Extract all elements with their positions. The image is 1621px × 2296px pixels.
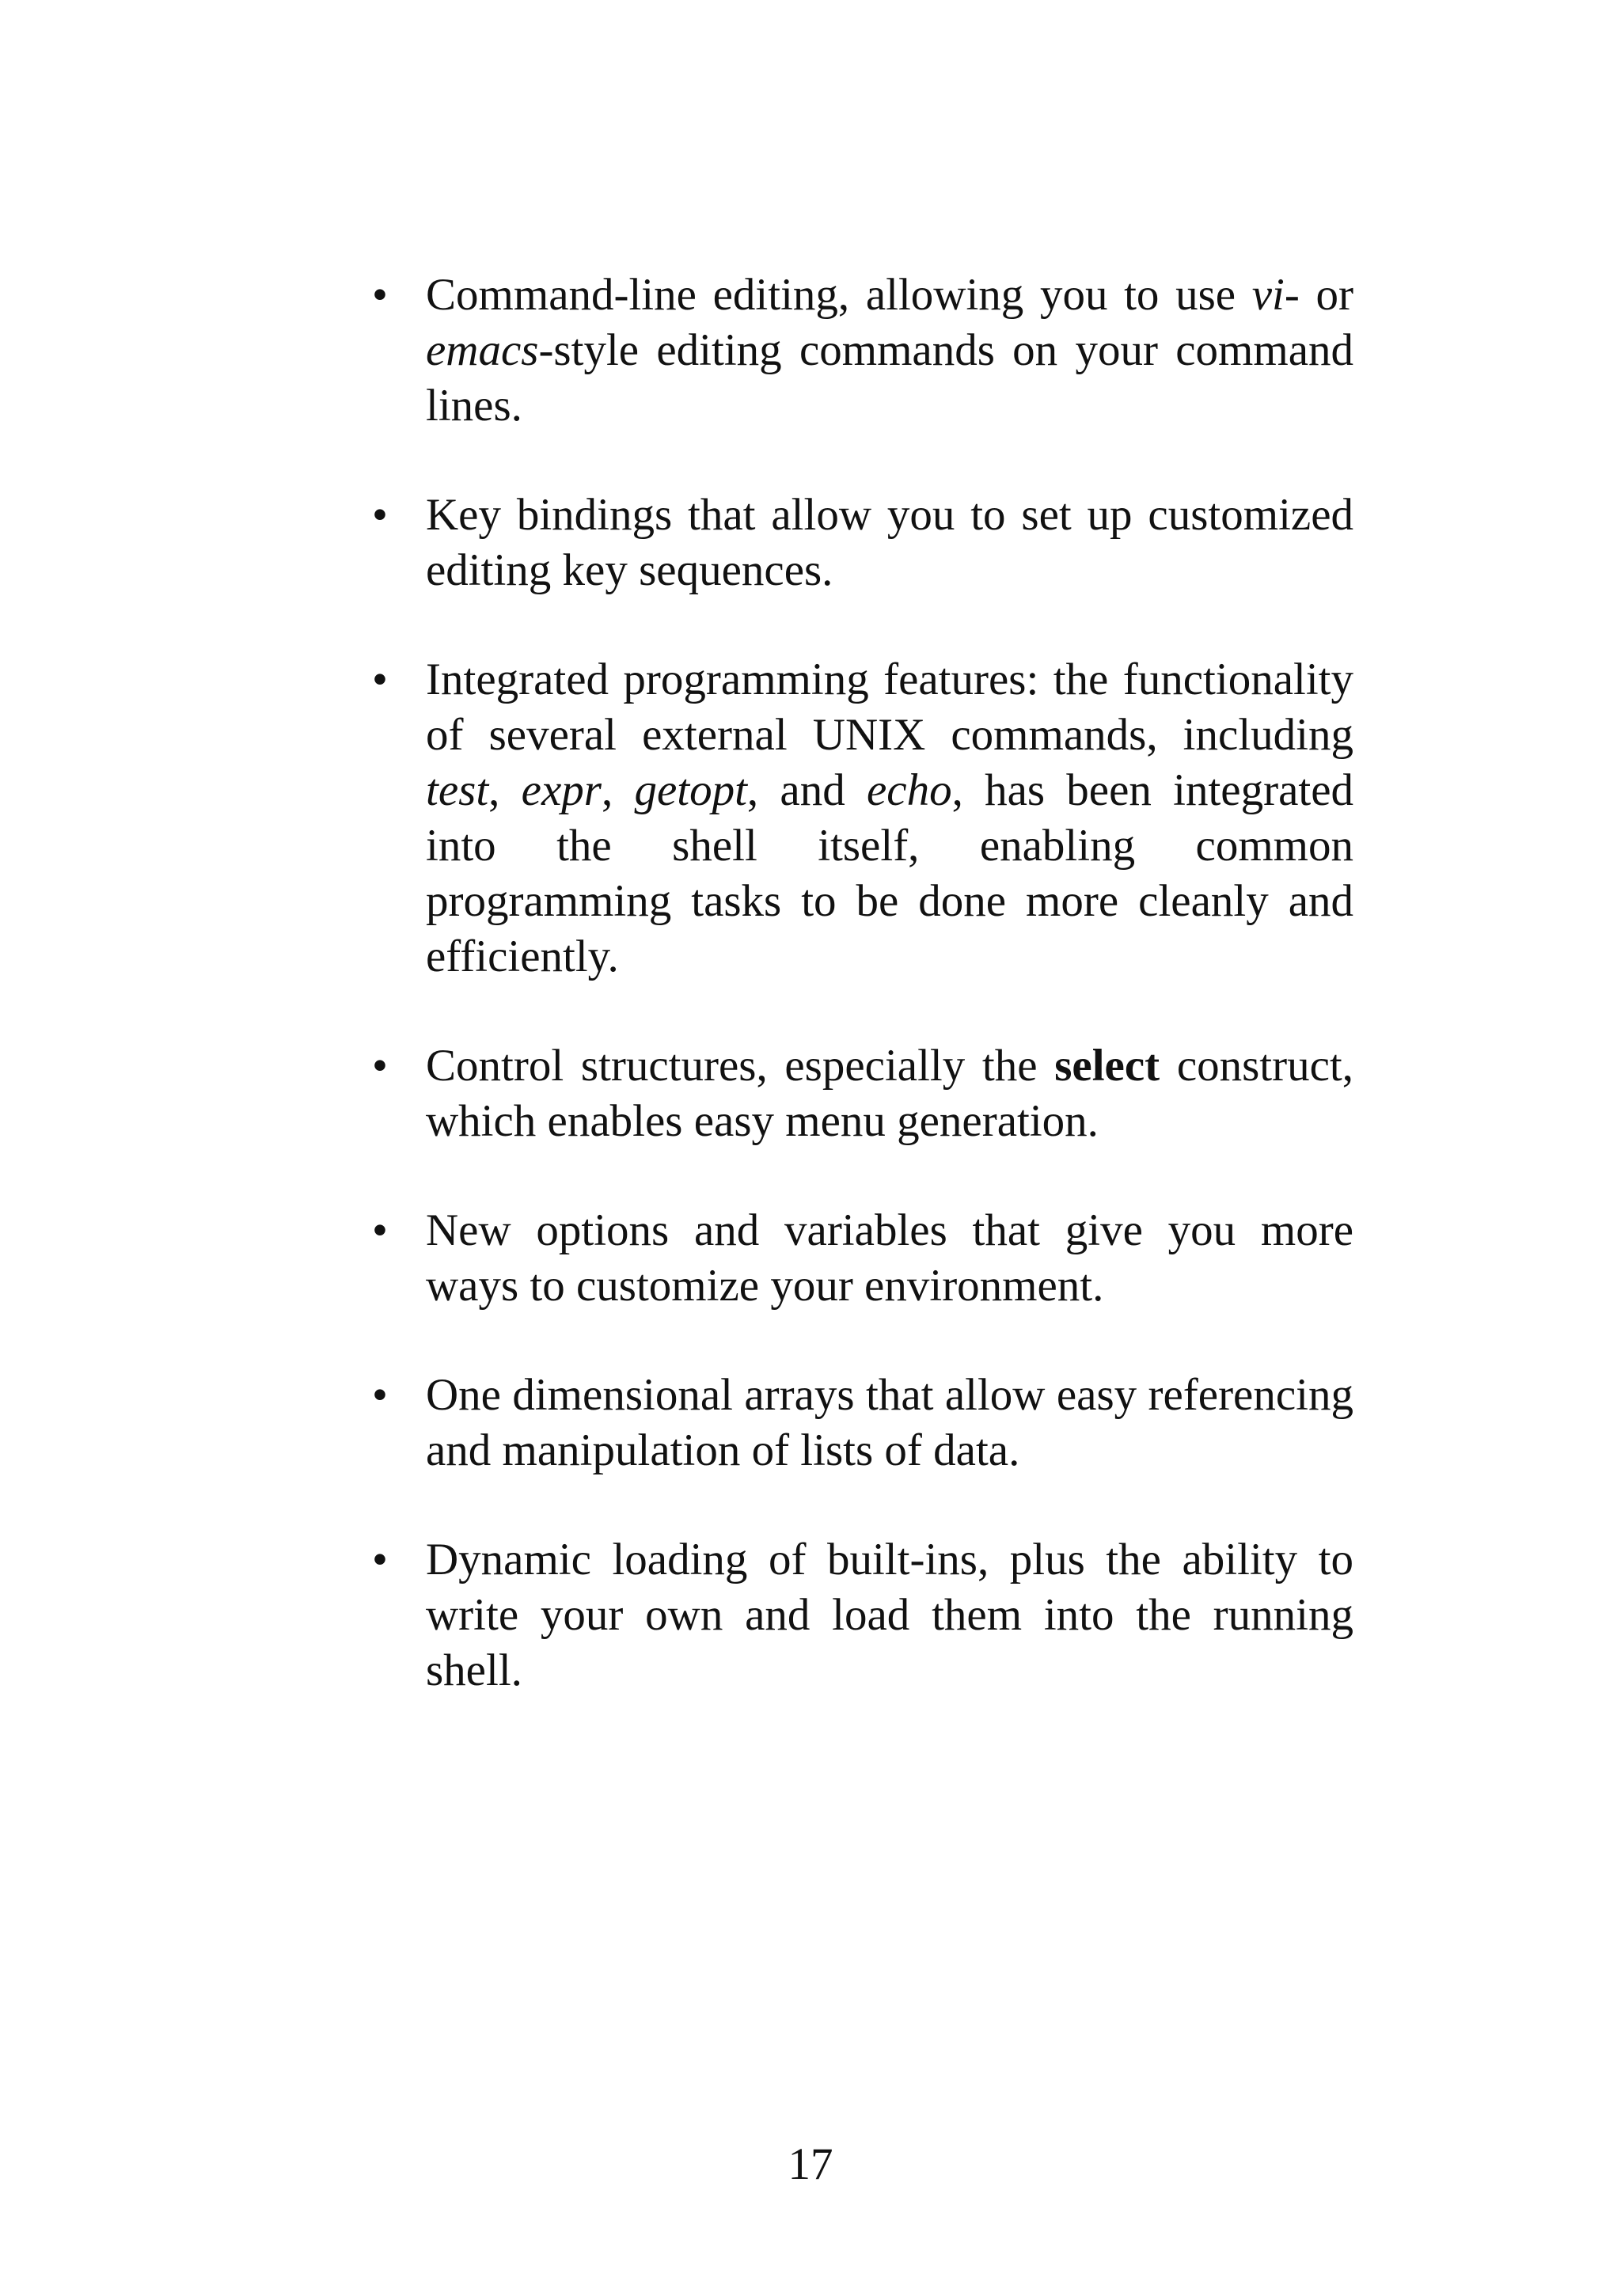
text-segment: -style editing commands on your command lines. [426, 325, 1353, 431]
text-segment: , [488, 765, 522, 815]
italic-term: expr [521, 765, 602, 815]
italic-term: echo [866, 765, 952, 815]
bullet-item [372, 1368, 1353, 1478]
bullet-text [426, 490, 1353, 595]
bullet-text [426, 270, 1353, 431]
bullet-glyph: • [372, 655, 388, 704]
bullet-text [426, 1041, 1353, 1146]
bullet-glyph: • [372, 1205, 388, 1255]
bullet-glyph: • [372, 1535, 388, 1584]
text-segment: Dynamic loading of built-ins, plus the ability to write your own and load them into the running shell. [426, 1535, 1353, 1695]
text-segment: New options and variables that give you more ways to customize your environment. [426, 1205, 1353, 1311]
bullet-glyph: • [372, 1041, 388, 1091]
italic-term: vi [1251, 270, 1285, 320]
text-segment: , [601, 765, 635, 815]
bullet-item [372, 1038, 1353, 1149]
bullet-text [426, 1370, 1353, 1475]
italic-term: test [426, 765, 489, 815]
bullet-item [372, 268, 1353, 434]
text-segment: construct, which enables easy menu generation. [426, 1041, 1353, 1146]
italic-term: getopt [634, 765, 747, 815]
bullet-text [426, 1535, 1353, 1695]
text-segment: Key bindings that allow you to set up customized editing key sequences. [426, 490, 1353, 595]
page-number: 17 [788, 2139, 833, 2189]
text-segment: , has been integrated into the shell itself, enabling common programming tasks to be done more cleanly and efficiently. [426, 765, 1354, 981]
italic-term: emacs [426, 325, 539, 375]
text-segment: Integrated programming features: the functionality of several external UNIX commands, including [426, 655, 1353, 760]
bullet-item [372, 488, 1353, 598]
bullet-glyph: • [372, 1370, 388, 1420]
text-segment: One dimensional arrays that allow easy referencing and manipulation of lists of data. [426, 1370, 1353, 1475]
bullet-text [426, 655, 1353, 981]
bold-term: select [1054, 1041, 1160, 1091]
bullet-text [426, 1205, 1353, 1311]
bullet-item [372, 652, 1353, 985]
bullet-glyph: • [372, 270, 388, 320]
feature-bullet-list [372, 268, 1353, 1698]
text-segment: Command-line editing, allowing you to use [426, 270, 1252, 320]
text-segment: Control structures, especially the [426, 1041, 1055, 1091]
bullet-item [372, 1532, 1353, 1698]
bullet-glyph: • [372, 490, 388, 540]
bullet-item [372, 1203, 1353, 1314]
text-segment: - or [1284, 270, 1353, 320]
text-segment: , and [746, 765, 867, 815]
